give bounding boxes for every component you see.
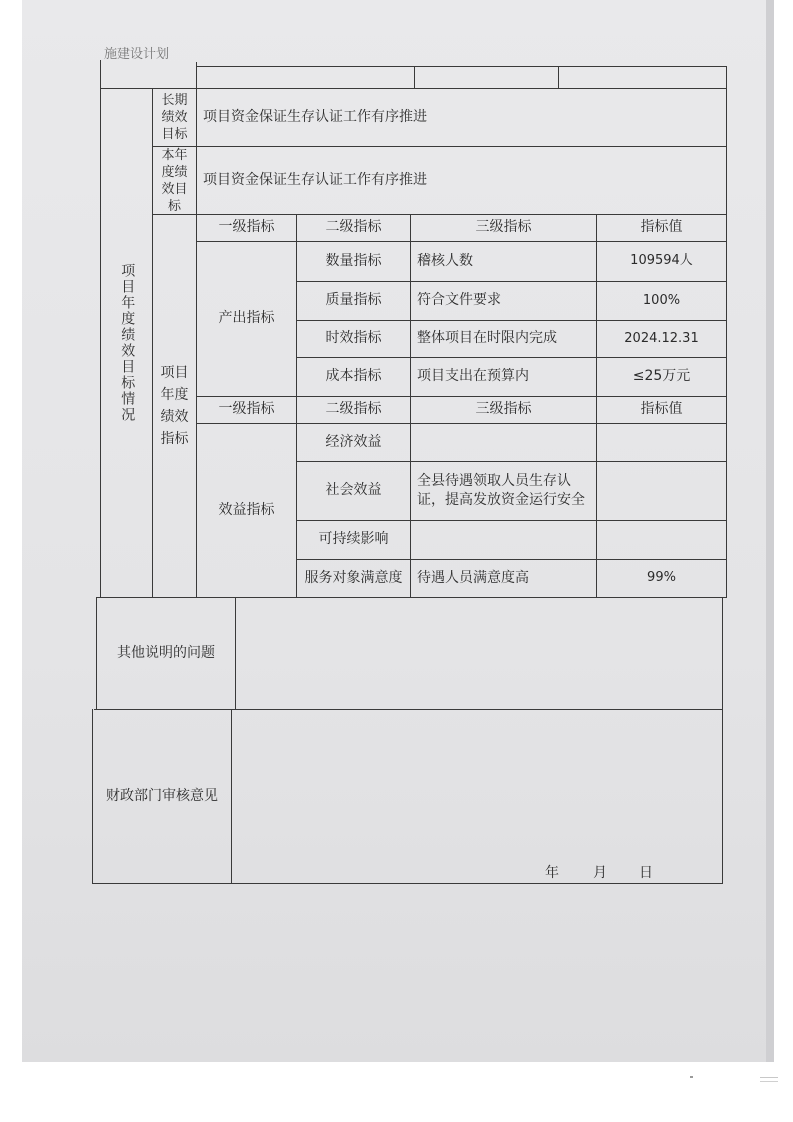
- border: [196, 66, 726, 67]
- benefit-indicator-label: 效益指标: [218, 501, 275, 518]
- table-row-level3: 整体项目在时限内完成: [417, 330, 557, 347]
- table-row-value: 2024.12.31: [624, 330, 699, 346]
- table-row-level2: 服务对象满意度: [304, 569, 403, 586]
- header-value: 指标值: [640, 401, 683, 418]
- table-row-level3: 符合文件要求: [417, 292, 501, 309]
- table-row-level2: 数量指标: [325, 252, 382, 269]
- table-row-value: 100%: [642, 292, 681, 308]
- header-value: 指标值: [640, 219, 683, 236]
- long-term-goal-value: 项目资金保证生存认证工作有序推进: [203, 108, 427, 125]
- table-row-level3: [411, 424, 596, 461]
- header-level2: 二级指标: [325, 219, 382, 236]
- table-row-level3: 待遇人员满意度高: [417, 569, 529, 586]
- table-row-level2: 成本指标: [325, 368, 382, 385]
- table-row-level2: 经济效益: [325, 433, 382, 450]
- table-row-level3: [411, 521, 596, 559]
- table-row-level2: 时效指标: [325, 330, 382, 347]
- finance-review-label: 财政部门审核意见: [106, 787, 218, 804]
- table-row-level3: 稽核人数: [417, 252, 473, 269]
- indicator-section-label: 项目年度绩效指标: [160, 365, 189, 447]
- scan-speck: [760, 1081, 778, 1082]
- table-row-value: 99%: [647, 570, 676, 586]
- table-row-level3: 全县待遇领取人员生存认证，提高发放资金运行安全: [417, 473, 585, 508]
- table-row-value: 109594人: [630, 253, 693, 269]
- border: [92, 883, 722, 884]
- header-level1: 一级指标: [218, 401, 275, 418]
- header-fragment: 施建设计划: [104, 46, 170, 62]
- annual-goal-label: 本年度绩效目标: [161, 147, 188, 214]
- border: [558, 66, 559, 88]
- table-row-value: [597, 424, 726, 461]
- border: [414, 66, 415, 88]
- date-day-label: 日: [639, 865, 653, 882]
- annual-goal-value: 项目资金保证生存认证工作有序推进: [203, 171, 427, 188]
- border: [231, 709, 232, 884]
- other-issues-label: 其他说明的问题: [117, 644, 215, 661]
- header-level2: 二级指标: [325, 401, 382, 418]
- page-edge: [766, 0, 774, 1062]
- table-row-value: [597, 521, 726, 559]
- table-row-level2: 社会效益: [325, 482, 382, 499]
- date-year-label: 年: [545, 865, 559, 882]
- border: [722, 597, 723, 884]
- scan-speck: [760, 1077, 778, 1078]
- date-month-label: 月: [593, 865, 607, 882]
- long-term-goal-label: 长期绩效目标: [161, 93, 188, 142]
- header-level3: 三级指标: [475, 219, 532, 236]
- table-row-level2: 可持续影响: [318, 531, 389, 548]
- header-level1: 一级指标: [218, 219, 275, 236]
- table-row-level2: 质量指标: [325, 292, 382, 309]
- table-row-value: ≤25万元: [632, 368, 691, 385]
- border: [726, 66, 727, 598]
- output-indicator-label: 产出指标: [218, 310, 275, 327]
- scan-speck: [690, 1076, 693, 1078]
- header-level3: 三级指标: [475, 401, 532, 418]
- section-label-annual-goals: 项目年度绩效目标情况: [119, 262, 136, 423]
- table-row-level3: 项目支出在预算内: [417, 368, 529, 385]
- border: [235, 597, 236, 709]
- table-row-value: [597, 462, 726, 520]
